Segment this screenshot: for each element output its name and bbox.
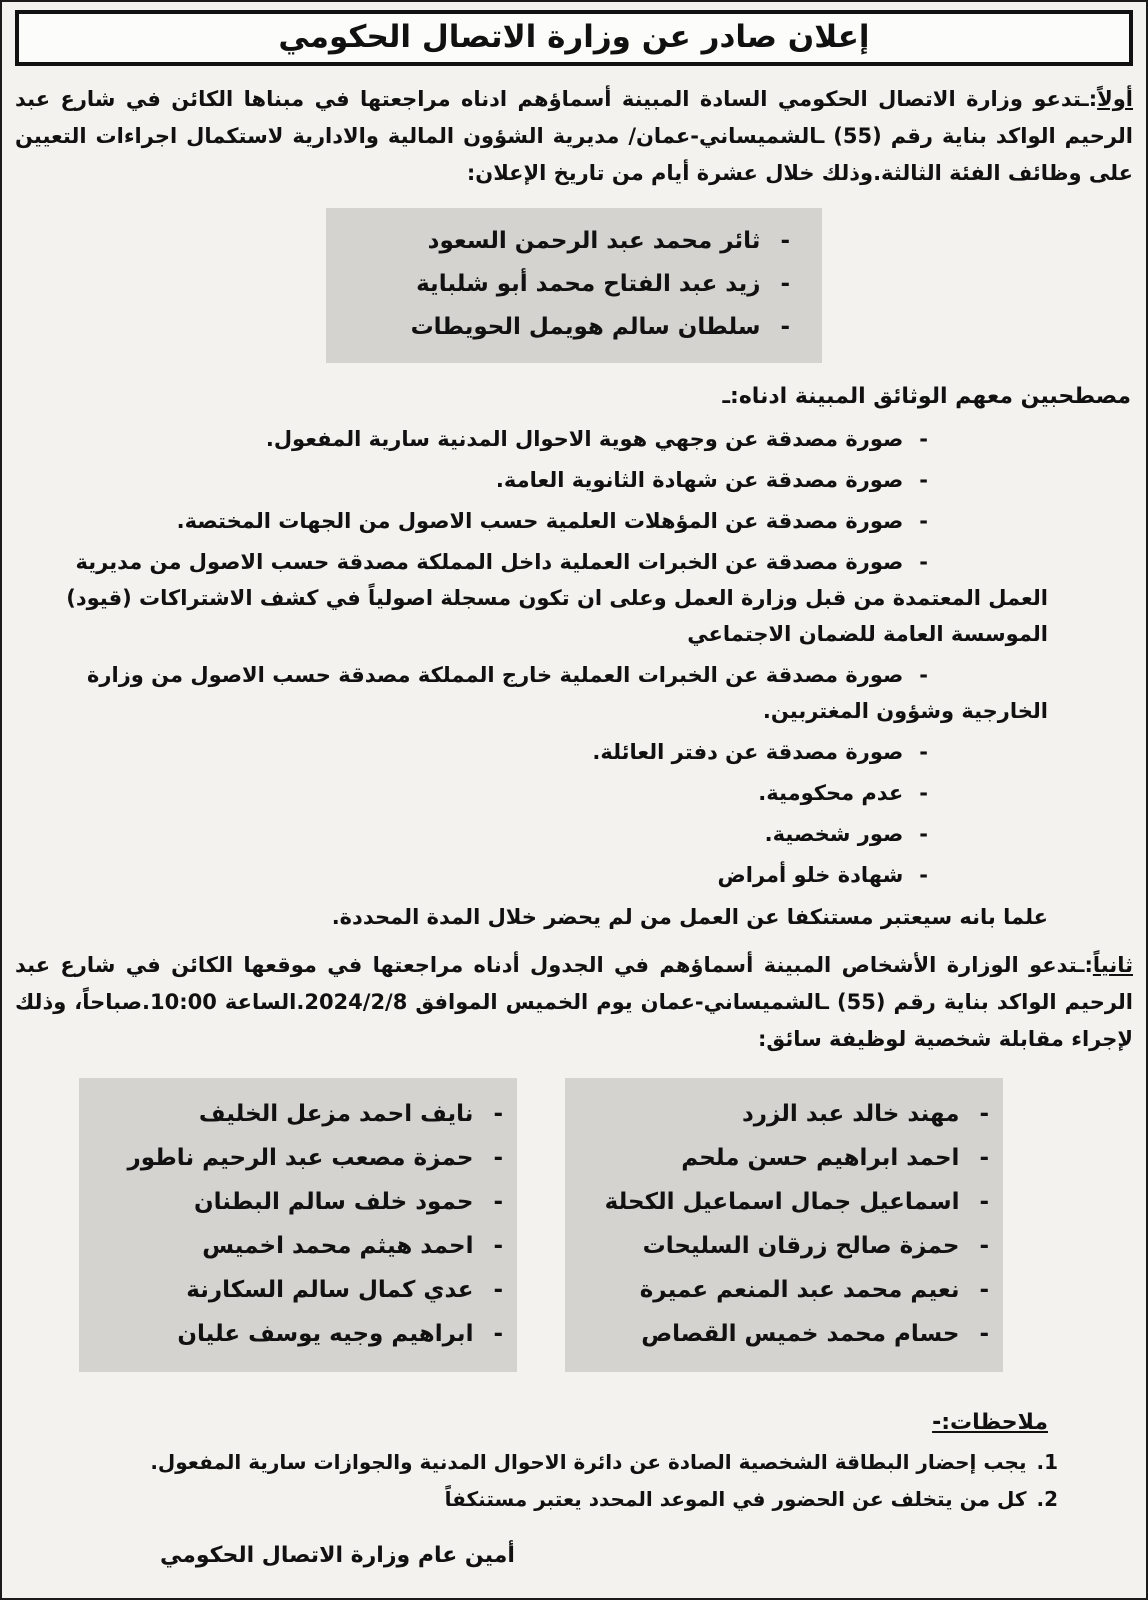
interview-candidate-name: - نعيم محمد عبد المنعم عميرة [575, 1268, 989, 1312]
interview-candidate-name: - حمزة صالح زرقان السليحات [575, 1224, 989, 1268]
document-item: - صورة مصدقة عن المؤهلات العلمية حسب الاصول من الجهات المختصة. [55, 503, 1048, 539]
signature-title: أمين عام وزارة الاتصال الحكومي [160, 1543, 515, 1568]
interview-candidate-name: - نايف احمد مزعل الخليف [89, 1092, 503, 1136]
document-item: - صورة مصدقة عن الخبرات العملية خارج المملكة مصدقة حسب الاصول من وزارة الخارجية وشؤون المغتربين. [55, 657, 1048, 729]
note-text: كل من يتخلف عن الحضور في الموعد المحدد يعتبر مستنكفاً [444, 1487, 1027, 1511]
interview-candidate-name: - مهند خالد عبد الزرد [575, 1092, 989, 1136]
notes-list [15, 1446, 1133, 1516]
section-one-intro [15, 81, 1133, 192]
document-item: - صور شخصية. [55, 816, 1048, 852]
note-text: يجب إحضار البطاقة الشخصية الصادة عن دائرة الاحوال المدنية والجوازات سارية المفعول. [150, 1450, 1027, 1474]
document-item: - صورة مصدقة عن شهادة الثانوية العامة. [55, 462, 1048, 498]
document-item: - صورة مصدقة عن وجهي هوية الاحوال المدنية سارية المفعول. [55, 421, 1048, 457]
candidates-box [326, 208, 822, 363]
document-item: - شهادة خلو أمراض [55, 857, 1048, 893]
section-one-text: :ـتدعو وزارة الاتصال الحكومي السادة المبينة أسماؤهم ادناه مراجعتها في مبناها الكائن في شارع عبد الرحيم الواكد بناية رقم (55) ـالشميساني-عمان/ مديرية الشؤون المالية والادارية لاستكمال اجراءات التعيين على وظائف الفئة الثالثة.وذلك خلال عشرة أيام من تاريخ الإعلان: [15, 87, 1133, 185]
section-one-label: أولاً [1097, 87, 1133, 111]
document-item: - عدم محكومية. [55, 775, 1048, 811]
note-item [55, 1483, 1058, 1516]
note-item [55, 1446, 1058, 1479]
interview-candidate-name: - حسام محمد خميس القصاص [575, 1312, 989, 1356]
interview-candidate-name: - احمد ابراهيم حسن ملحم [575, 1136, 989, 1180]
section-two-text: :ـتدعو الوزارة الأشخاص المبينة أسماؤهم في الجدول أدناه مراجعتها في موقعها الكائن في شارع عبد الرحيم الواكد بناية رقم (55) ـالشميساني-عمان يوم الخميس الموافق 2024/2/8.الساعة 10:00.صباحاً، وذلك لإجراء مقابلة شخصية لوظيفة سائق: [15, 953, 1133, 1051]
interview-candidate-name: - ابراهيم وجيه يوسف عليان [89, 1312, 503, 1356]
notes-heading [15, 1406, 1133, 1440]
interview-candidate-name: - احمد هيثم محمد اخميس [89, 1224, 503, 1268]
interview-names-right [565, 1078, 1003, 1372]
document-item: - صورة مصدقة عن الخبرات العملية داخل المملكة مصدقة حسب الاصول من مديرية العمل المعتمدة من قبل وزارة العمل وعلى ان تكون مسجلة اصولياً في كشف الاشتراكات (قيود) الموسسة العامة للضمان الاجتماعي [55, 544, 1048, 652]
note-number: 2. [1036, 1487, 1058, 1511]
note-number: 1. [1036, 1450, 1058, 1474]
documents-list [15, 421, 1133, 893]
interview-candidate-name: - حمزة مصعب عبد الرحيم ناطور [89, 1136, 503, 1180]
candidate-name: - ثائر محمد عبد الرحمن السعود [342, 220, 790, 263]
interview-candidate-name: - اسماعيل جمال اسماعيل الكحلة [575, 1180, 989, 1224]
candidate-name: - سلطان سالم هويمل الحويطات [342, 306, 790, 349]
interview-names-left [79, 1078, 517, 1372]
page-title: إعلان صادر عن وزارة الاتصال الحكومي [278, 19, 870, 55]
absence-warning: علما بانه سيعتبر مستنكفا عن العمل من لم يحضر خلال المدة المحددة. [331, 905, 1048, 929]
interview-candidate-name: - حمود خلف سالم البطنان [89, 1180, 503, 1224]
interview-candidate-name: - عدي كمال سالم السكارنة [89, 1268, 503, 1312]
document-item: - صورة مصدقة عن دفتر العائلة. [55, 734, 1048, 770]
interview-names-columns [15, 1078, 1133, 1372]
section-two-intro [15, 947, 1133, 1058]
documents-heading: مصطحبين معهم الوثائق المبينة ادناه:ـ [722, 384, 1131, 409]
candidate-name: - زيد عبد الفتاح محمد أبو شلباية [342, 263, 790, 306]
announcement-header [15, 10, 1133, 66]
section-two-label: ثانياً [1092, 953, 1133, 977]
notes-heading-label: ملاحظات:- [932, 1410, 1048, 1435]
